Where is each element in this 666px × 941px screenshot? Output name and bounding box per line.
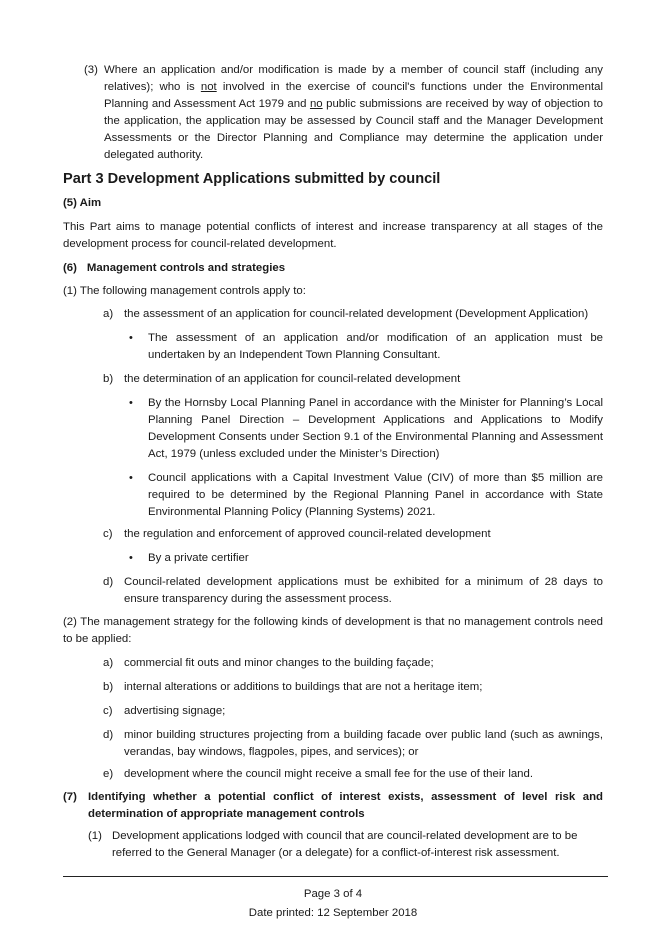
conflict-heading: Identifying whether a potential conflict of interest exists, assessment of level risk and determination of appropriate management controls: [88, 791, 603, 820]
strategy-item: development where the council might receive a small fee for the use of their land.: [124, 768, 534, 780]
control-bullet: Council applications with a Capital Investment Value (CIV) of more than $5 million are required to be determined by the Regional Planning Panel in accordance with State Environmental Planning Policy (Planning Systems) 2021.: [148, 472, 603, 518]
controls-heading: [63, 260, 285, 277]
strategy-item: advertising signage;: [124, 705, 226, 717]
control-item: the determination of an application for council-related development: [124, 373, 461, 385]
bullet-icon: •: [129, 472, 133, 484]
control-marker: a): [103, 308, 114, 320]
intro-paragraph: Where an application and/or modification is made by a member of council staff (including any relatives); who is not involved in the exercise of council's functions under the Environmental Planning and Assessment Act 1979 and no public submissions are received by way of objection to the application, the application may be assessed by Council staff and the Manager Development Assessments or the Director Planning and Compliance may determine the application under delegated authority.: [104, 64, 603, 161]
footer-divider: [63, 876, 608, 877]
part-heading: Part 3 Development Applications submitted by council: [63, 171, 441, 187]
bullet-icon: •: [129, 332, 133, 344]
strategy-item: commercial fit outs and minor changes to the building façade;: [124, 657, 434, 669]
control-item: Council-related development applications must be exhibited for a minimum of 28 days to ensure transparency during the assessment process.: [124, 576, 603, 605]
strategy-item: minor building structures projecting from a building facade over public land (such as awnings, verandas, bay windows, flagpoles, pipes, and services); or: [124, 729, 603, 758]
control-bullet: The assessment of an application and/or modification of an application must be undertaken by an Independent Town Planning Consultant.: [148, 332, 603, 361]
strategy-marker: e): [103, 768, 114, 780]
item-marker: (3): [84, 64, 98, 76]
conflict-item-marker: (1): [88, 830, 102, 842]
controls-title: Management controls and strategies: [86, 262, 286, 274]
strategy-intro: (2) The management strategy for the following kinds of development is that no management controls need to be applied:: [63, 616, 603, 645]
controls-number: (6): [63, 262, 77, 274]
control-item: the regulation and enforcement of approved council-related development: [124, 528, 491, 540]
aim-text: This Part aims to manage potential conflicts of interest and increase transparency at all stages of the development process for council-related development.: [63, 221, 603, 250]
strategy-marker: c): [103, 705, 113, 717]
date-printed: Date printed: 12 September 2018: [248, 907, 418, 919]
aim-heading: (5) Aim: [63, 197, 102, 209]
strategy-marker: a): [103, 657, 114, 669]
control-bullet: By a private certifier: [148, 552, 249, 564]
control-marker: c): [103, 528, 113, 540]
strategy-marker: d): [103, 729, 114, 741]
control-item: the assessment of an application for council-related development (Development Application): [124, 308, 589, 320]
conflict-item: Development applications lodged with council that are council-related development are to be referred to the General Manager (or a delegate) for a conflict-of-interest risk assessment.: [112, 830, 578, 859]
strategy-marker: b): [103, 681, 114, 693]
conflict-number: (7): [63, 791, 77, 803]
controls-intro: (1) The following management controls apply to:: [63, 285, 306, 297]
control-bullet: By the Hornsby Local Planning Panel in accordance with the Minister for Planning’s Local Planning Panel Direction – Development Applications and Applications to Modify Development Consents under Section 9.1 of the Environmental Planning and Assessment Act, 1979 (unless excluded under the Minister’s Direction): [148, 397, 603, 460]
strategy-item: internal alterations or additions to buildings that are not a heritage item;: [124, 681, 483, 693]
control-marker: b): [103, 373, 114, 385]
bullet-icon: •: [129, 397, 133, 409]
bullet-icon: •: [129, 552, 133, 564]
page-number: Page 3 of 4: [303, 888, 363, 900]
control-marker: d): [103, 576, 114, 588]
